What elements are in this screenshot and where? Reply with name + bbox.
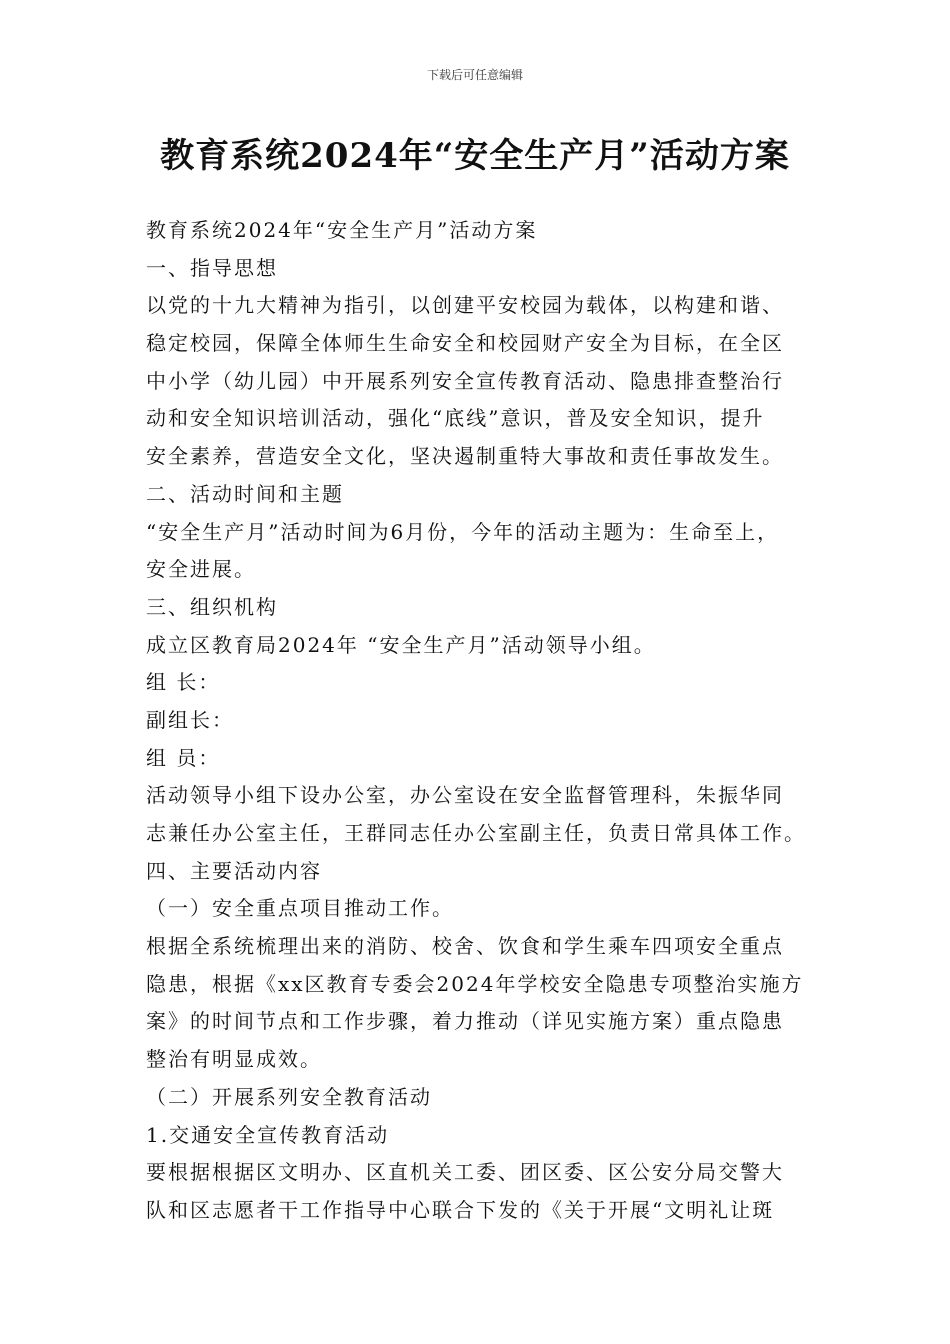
body-line: “安全生产月”活动时间为6月份，今年的活动主题为：生命至上， bbox=[146, 519, 780, 544]
body-line: （一）安全重点项目推动工作。 bbox=[146, 896, 454, 921]
body-line: 二、活动时间和主题 bbox=[146, 481, 344, 506]
body-line: 中小学（幼儿园）中开展系列安全宣传教育活动、隐患排查整治行 bbox=[146, 368, 784, 393]
body-line: 整治有明显成效。 bbox=[146, 1047, 322, 1072]
header-note: 下载后可任意编辑 bbox=[426, 68, 523, 82]
body-line: 队和区志愿者干工作指导中心联合下发的《关于开展“文明礼让斑 bbox=[146, 1197, 775, 1222]
body-line: 副组长： bbox=[146, 707, 234, 732]
body-line: 活动领导小组下设办公室，办公室设在安全监督管理科，朱振华同 bbox=[146, 783, 784, 808]
document-title: 教育系统2024年“安全生产月”活动方案 bbox=[160, 136, 790, 176]
body-line: 组 员： bbox=[146, 745, 221, 770]
body-line: 案》的时间节点和工作步骤，着力推动（详见实施方案）重点隐患 bbox=[146, 1009, 784, 1034]
body-line: 以党的十九大精神为指引，以创建平安校园为载体，以构建和谐、 bbox=[146, 293, 784, 318]
document-body bbox=[146, 212, 836, 1230]
body-line: 安全进展。 bbox=[146, 557, 256, 582]
body-line: 四、主要活动内容 bbox=[146, 858, 322, 883]
body-line: 组 长： bbox=[146, 670, 221, 695]
body-line: 隐患，根据《xx区教育专委会2024年学校安全隐患专项整治实施方 bbox=[146, 971, 804, 996]
body-line: 成立区教育局2024年 “安全生产月”活动领导小组。 bbox=[146, 632, 656, 657]
body-line: 动和安全知识培训活动，强化“底线”意识，普及安全知识，提升 bbox=[146, 406, 765, 431]
body-line: 一、指导思想 bbox=[146, 255, 278, 280]
body-line: 要根据根据区文明办、区直机关工委、团区委、区公安分局交警大 bbox=[146, 1160, 784, 1185]
body-line: 教育系统2024年“安全生产月”活动方案 bbox=[146, 218, 538, 242]
body-line: 根据全系统梳理出来的消防、校舍、饮食和学生乘车四项安全重点 bbox=[146, 934, 784, 959]
body-line: 安全素养，营造安全文化，坚决遏制重特大事故和责任事故发生。 bbox=[146, 444, 784, 469]
body-line: （二）开展系列安全教育活动 bbox=[146, 1084, 432, 1109]
body-line: 三、组织机构 bbox=[146, 594, 278, 619]
body-line: 稳定校园，保障全体师生生命安全和校园财产安全为目标，在全区 bbox=[146, 331, 784, 356]
body-line: 志兼任办公室主任，王群同志任办公室副主任，负责日常具体工作。 bbox=[146, 821, 806, 845]
body-line: 1.交通安全宣传教育活动 bbox=[146, 1122, 390, 1147]
